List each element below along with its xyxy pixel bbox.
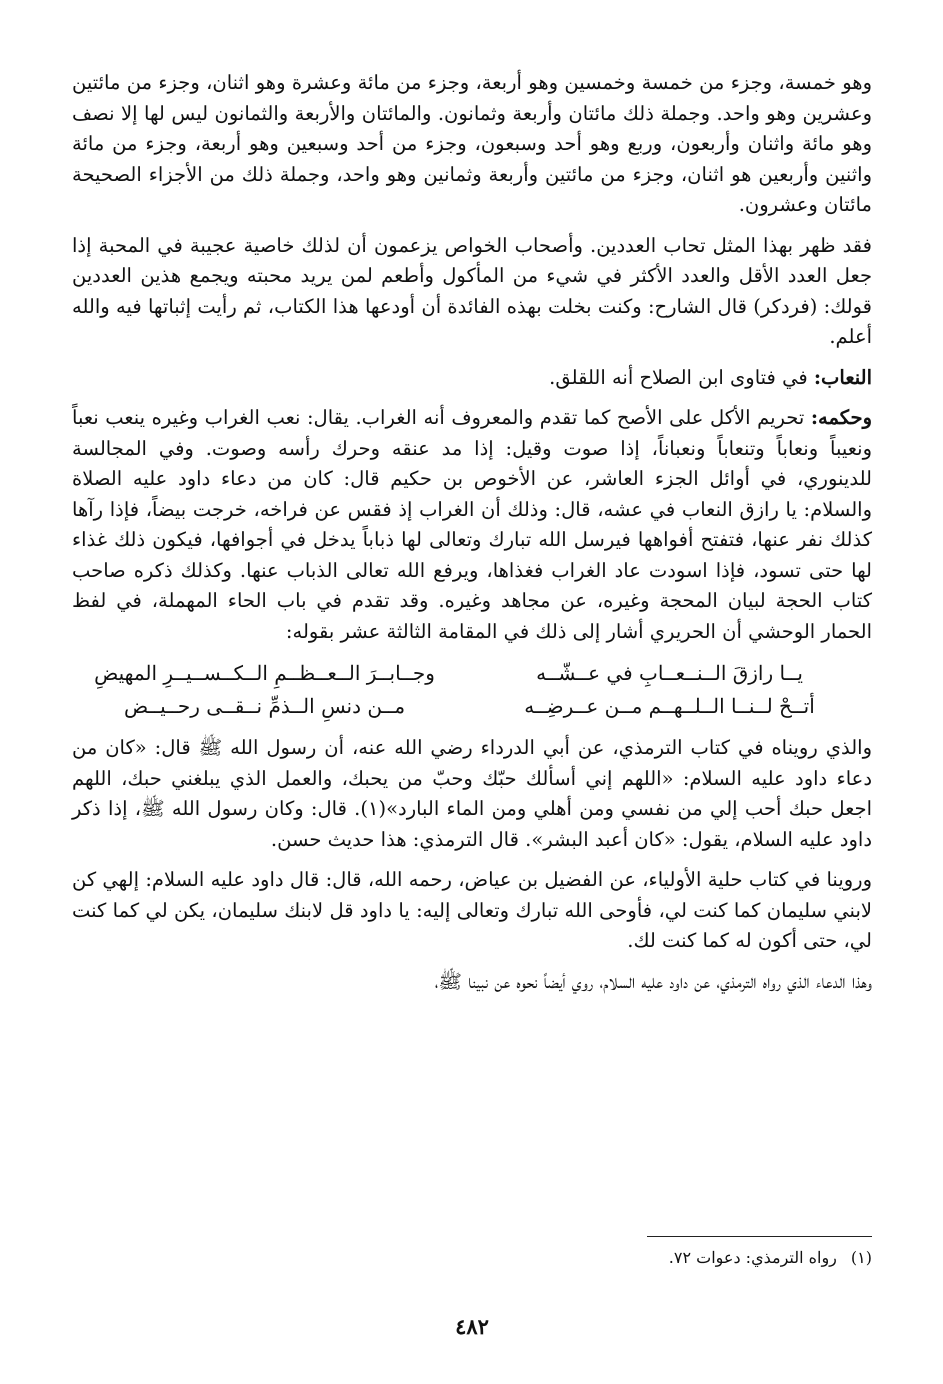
footnote-marker: (١) [850,1248,872,1267]
footnote [72,1246,872,1270]
ruling-paragraph [72,403,872,647]
entry-heading: النعاب: [813,365,872,389]
poem-second-hemistich: مــن دنسِ الــذمِّ نــقــى رحــيــض [123,694,406,718]
entry-nuaab [72,363,872,394]
footnote-divider [647,1236,872,1237]
ruling-heading: وحكمه: [810,406,872,429]
poem [72,657,872,723]
paragraph-counting-divisors: وهو خمسة، وجزء من خمسة وخمسين وهو أربعة، وجزء من مائة وعشرة وهو اثنان، وجزء من مائتين وعشرين وهو واحد. وجملة ذلك مائتان وأربعة وثمانون. والمائتان والأربعة والثمانون ليس لها إلا نصف وهو مائة واثنان وأربعون، وربع وهو أحد وسبعون، وجزء من أحد وسبعين وهو أربعة، وجزء من مائة واثنين وأربعين هو اثنان، وجزء من مائتين وأربعة وثمانين وهو واحد، وجملة ذلك من الأجزاء الصحيحة مائتان وعشرون. [72,71,872,216]
page-number: ٤٨٢ [455,1314,489,1339]
book-page [72,68,872,1358]
paragraph-amicable-numbers: فقد ظهر بهذا المثل تحاب العددين. وأصحاب الخواص يزعمون أن لذلك خاصية عجيبة في المحبة إذا جعل العدد الأقل والعدد الأكثر في شيء من المأكول وأطعم لمن يريد محبته ويجمع هذين العددين قولك: (فردكر) قال الشارح: وكنت بخلت بهذه الفائدة أن أودعها هذا الكتاب، ثم رأيت إثباتها فيه والله أعلم. [72,233,872,348]
footnote-text: رواه الترمذي: دعوات ٧٢. [668,1248,837,1267]
poem-first-hemistich: أتــحْ لــنــا الــلــهــم مــن عــرضِــه [524,694,815,718]
poem-verse [72,690,872,723]
poem-second-hemistich: وجــابــرَ الــعــظــمِ الــكــســيــرِ المهيضِ [94,661,435,685]
ruling-text: تحريم الأكل على الأصح كما تقدم والمعروف أنه الغراب. يقال: نعب الغراب وغيره ينعب نعباً ونعيباً ونعاباً وتنعاباً ونعباناً، إذا صوت وقيل: إذا مد عنقه وحرك رأسه وصوت. وفي المجالسة للدينوري، في أوائل الجزء العاشر، عن الأخوص بن حكيم قال: كان من دعاء داود عليه الصلاة والسلام: يا رازق النعاب في عشه، قال: وذلك أن الغراب إذ فقس عن فراخه، خرجت بيضاً، فإذا رآها كذلك نفر عنها، فتفتح أفواهها فيرسل الله تبارك وتعالى لها ذباباً يدخل في أجوافها، فيكون ذلك غذاء لها حتى تسود، فإذا اسودت عاد الغراب فغذاها، ويرفع الله تعالى الذباب عنها. وكذلك ذكره صاحب كتاب الحجة لبيان المحجة وغيره، عن مجاهد وغيره. وقد تقدم في باب الحاء المهملة، في لفظ الحمار الوحشي أن الحريري أشار إلى ذلك في المقامة الثالثة عشر بقوله: [72,406,872,643]
poem-first-hemistich: يــا رازقَ الــنــعــابِ في عــشّــه [536,661,803,685]
poem-verse [72,657,872,690]
entry-text: في فتاوى ابن الصلاح أنه اللقلق. [549,365,814,389]
paragraph-closing: وهذا الدعاء الذي رواه الترمذي، عن داود عليه السلام، روي أيضاً نحوه عن نبينا ﷺ، [434,969,872,993]
paragraph-tirmidhi-hadith: والذي رويناه في كتاب الترمذي، عن أبي الدرداء رضي الله عنه، أن رسول الله ﷺ قال: «كان من دعاء داود عليه السلام: «اللهم إني أسألك حبّك وحبّ من يحبك، والعمل الذي يبلغني حبك، اللهم اجعل حبك أحب إلي من نفسي ومن أهلي ومن الماء البارد»(١). قال: وكان رسول الله ﷺ، إذا ذكر داود عليه السلام، يقول: «كان أعبد البشر». قال الترمذي: هذا حديث حسن. [72,736,872,851]
paragraph-hilyat-awliya: وروينا في كتاب حلية الأولياء، عن الفضيل بن عياض، رحمه الله، قال: قال داود عليه السلام: إلهي كن لابني سليمان كما كنت لي، فأوحى الله تبارك وتعالى إليه: يا داود قل لابنك سليمان، يكن لي كما كنت لي، حتى أكون له كما كنت لك. [72,868,872,952]
